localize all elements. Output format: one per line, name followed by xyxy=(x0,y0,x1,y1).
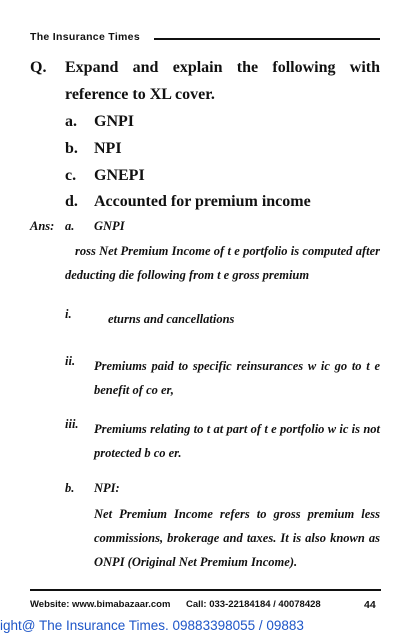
footer-phone: Call: 033-22184184 / 40078428 xyxy=(186,599,321,610)
running-header: The Insurance Times xyxy=(30,31,140,43)
header-rule xyxy=(154,38,380,40)
question-item-text: NPI xyxy=(94,140,122,157)
answer-label: Ans: xyxy=(30,219,55,233)
answer-item-letter: b. xyxy=(65,481,75,495)
sub-item-number: iii. xyxy=(65,417,79,431)
answer-item-title: NPI: xyxy=(94,481,120,495)
page-number: 44 xyxy=(364,599,376,611)
question-item-text: GNEPI xyxy=(94,167,145,184)
sub-item-number: ii. xyxy=(65,354,76,368)
footer-website: Website: www.bimabazaar.com xyxy=(30,599,171,610)
question-item-text: GNPI xyxy=(94,113,134,130)
question-item-text: Accounted for premium income xyxy=(94,193,311,210)
question-item-letter: b. xyxy=(65,140,78,157)
sub-item-text: Premiums relating to t at part of t e portfolio w ic is not protected b co er. xyxy=(94,422,380,460)
sub-item-number: i. xyxy=(65,307,72,321)
footer-rule xyxy=(30,589,381,591)
answer-paragraph: ross Net Premium Income of t e portfolio is computed after deducting die following from t e gross premium xyxy=(65,244,380,282)
question-item-letter: d. xyxy=(65,193,78,210)
answer-paragraph: Net Premium Income refers to gross premium less commissions, brokerage and taxes. It is also known as ONPI (Original Net Premium Income). xyxy=(94,507,380,569)
sub-item-text: Premiums paid to specific reinsurances w ic go to t e benefit of co er, xyxy=(94,359,380,397)
answer-item-letter: a. xyxy=(65,219,75,233)
question-item-letter: c. xyxy=(65,167,77,184)
question-text-line2: reference to XL cover. xyxy=(65,86,215,103)
question-item-letter: a. xyxy=(65,113,77,130)
sub-item-text: eturns and cancellations xyxy=(108,312,235,326)
watermark: ight@ The Insurance Times. 09883398055 / 09883 xyxy=(0,618,304,633)
answer-item-title: GNPI xyxy=(94,219,125,233)
question-text-line1: Expand and explain the following with xyxy=(65,59,380,76)
question-label: Q. xyxy=(30,59,47,76)
